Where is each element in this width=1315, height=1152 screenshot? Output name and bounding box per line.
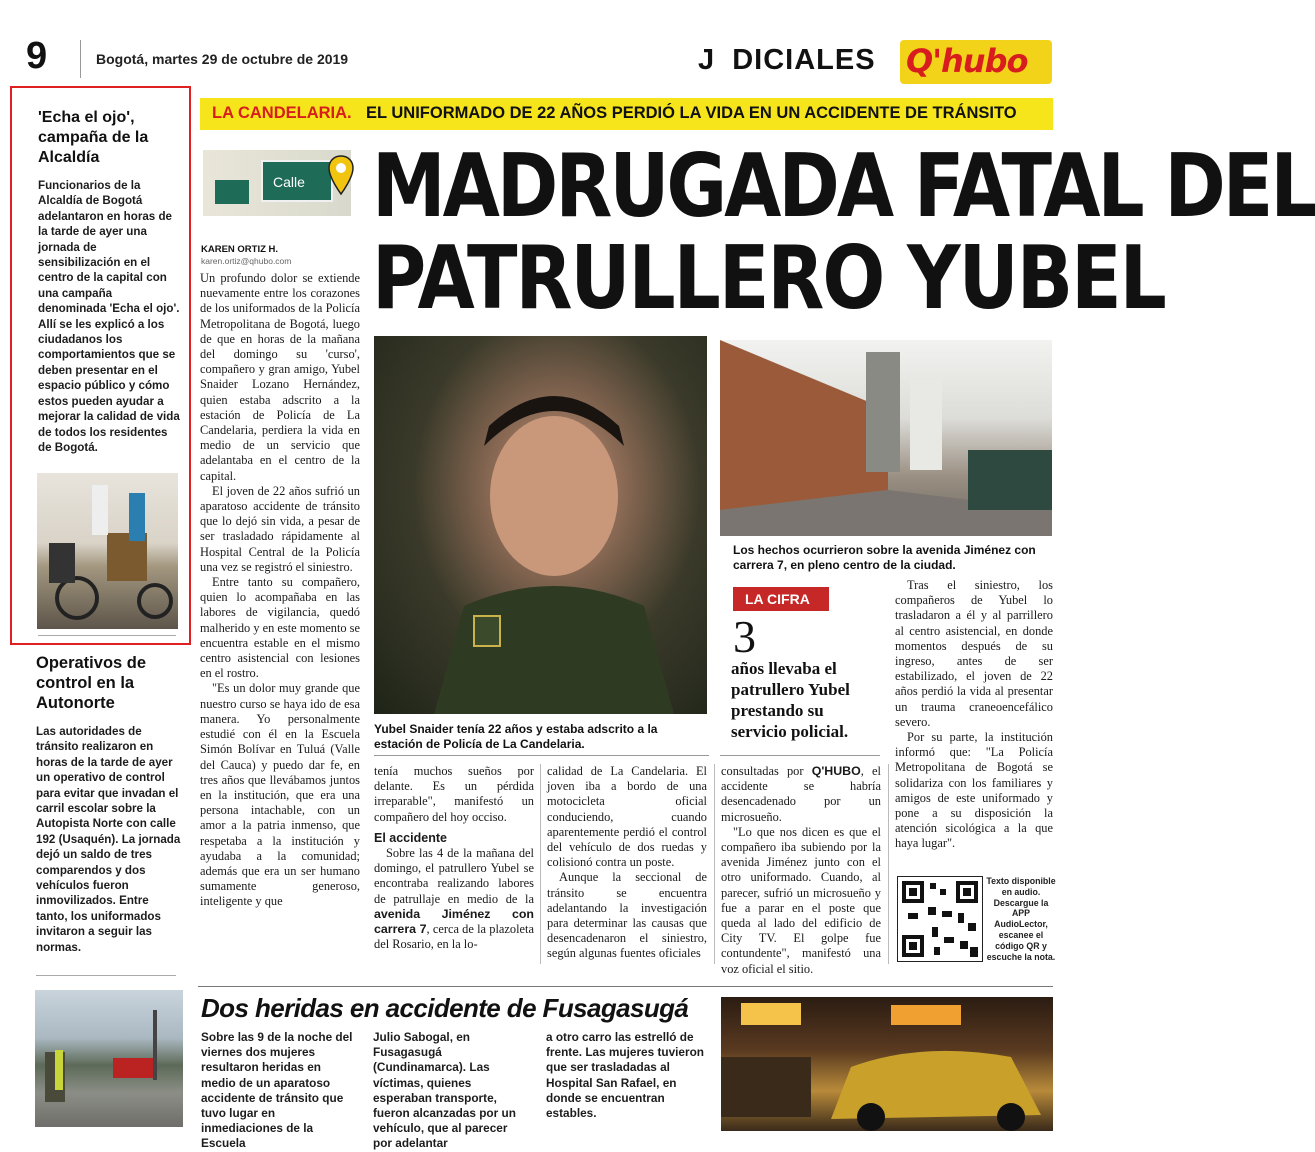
kicker-text: EL UNIFORMADO DE 22 AÑOS PERDIÓ LA VIDA EN UN ACCIDENTE DE TRÁNSITO	[366, 104, 1017, 122]
page-number: 9	[26, 35, 48, 77]
patrolman-photo	[374, 336, 707, 714]
sidebar-rule-2	[36, 975, 176, 976]
col4-brand: Q'HUBO	[811, 764, 861, 778]
kicker-place: LA CANDELARIA.	[212, 104, 352, 122]
cifra-text: años llevaba el patrullero Yubel prestando su servicio policial.	[731, 659, 850, 741]
sidebar-story2-title: Operativos de control en la Autonorte	[36, 654, 147, 712]
headline-line1: MADRUGADA FATAL DEL	[372, 136, 1315, 238]
campaign-photo	[37, 473, 178, 629]
bottom-col3: a otro carro las estrelló de frente. Las mujeres tuvieron que ser trasladadas al Hospital San Rafael, en donde se encuentran estables.	[546, 1030, 704, 1121]
col5-p2: Por su parte, la institución informó que: "La Policía Metropolitana de Bogotá se solidariza con los familiares y amigos de este uniformado y pone a su disposición la atención sicológica a la que haya lugar".	[895, 730, 1053, 851]
qr-code-icon	[898, 877, 982, 961]
article-col2	[374, 764, 534, 952]
location-pin-icon	[327, 154, 355, 198]
col3-p1: calidad de La Candelaria. El joven iba a bordo de una motocicleta oficial conduciendo, cuando aparentemente perdió el control del vehículo de dos ruedas y colisionó contra un poste.	[547, 764, 707, 870]
sidebar-story1-title: 'Echa el ojo', campaña de la Alcaldía	[38, 109, 149, 166]
col5-p1: Tras el siniestro, los compañeros de Yubel lo trasladaron a él y al parrillero al centro asistencial, en donde momentos después de su ingreso, antes de ser estabilizado, el joven de 22 años perdió la vida al presentar un trauma craneoencefálico severo.	[895, 578, 1053, 729]
col2-p1: tenía muchos sueños por delante. Es un pérdida irreparable", manifestó un compañero del hoy occiso.	[374, 764, 534, 824]
photo-caption: Yubel Snaider tenía 22 años y estaba adscrito a la estación de Policía de La Candelaria.	[374, 722, 658, 751]
col4-p1a: consultadas por	[721, 764, 812, 778]
bicycle-cart-illustration	[37, 473, 178, 629]
bottom-col1: Sobre las 9 de la noche del viernes dos mujeres resultaron heridas en medio de un aparatoso accidente de tránsito que tuvo lugar en inmediaciones de la Escuela	[201, 1030, 353, 1151]
article-col4	[721, 764, 881, 977]
brand-logo-text: Q'hubo	[906, 42, 1028, 80]
sidebar-story1-body: Funcionarios de la Alcaldía de Bogotá adelantaron en horas de la tarde de ayer una jornada de sensibilización en el centro de la capital con una campaña denominada 'Echa el ojo'. Allí se les explicó a los ciudadanos los comportamientos que se deben presentar en el espacio público y cómo estos pueden ayudar a mejorar la calidad de vida de todos los residentes de Bogotá.	[38, 179, 180, 454]
article-col1	[200, 271, 360, 910]
page-date: Bogotá, martes 29 de octubre de 2019	[96, 51, 349, 67]
byline-name: KAREN ORTIZ H.	[201, 244, 279, 255]
street-photo-caption: Los hechos ocurrieron sobre la avenida Jiménez con carrera 7, en pleno centro de la ciudad.	[733, 543, 1036, 572]
mid-rule-right	[720, 755, 880, 756]
traffic-scene-illustration	[35, 990, 183, 1127]
col-sep-3	[714, 764, 715, 964]
sidebar-rule	[38, 635, 176, 636]
cifra-label-text: LA CIFRA	[745, 591, 810, 607]
col-sep-4	[888, 764, 889, 964]
cifra-number: 3	[733, 611, 756, 662]
col-sep-2	[540, 764, 541, 964]
street-photo	[720, 340, 1052, 536]
article-p4: "Es un dolor muy grande que nuestro curso se haya ido de esa manera. Yo personalmente estudié con él en la Escuela Simón Bolívar en Tuluá (Valle del Cauca) y puedo dar fe, en tres años que llevábamos juntos en la institución, que era una persona intachable, con un amor a la patria inmenso, que respetaba a la institución y ayudaba a la comunidad; además que era un ser humano sumamente generoso, inteligente y que	[200, 681, 360, 909]
headline-line2: PATRULLERO YUBEL	[372, 228, 1165, 330]
kicker-bar	[200, 98, 1053, 130]
col2-p2b: , cerca de la plazoleta del Rosario, en la lo-	[374, 922, 534, 952]
col4-p1b: , el accidente se habría desencadenado por un microsueño.	[721, 764, 882, 824]
cifra-label	[733, 587, 829, 611]
autonorte-photo	[35, 990, 183, 1127]
qr-code[interactable]	[897, 876, 983, 962]
street-scene-illustration	[720, 340, 1052, 536]
bottom-col2: Julio Sabogal, en Fusagasugá (Cundinamarca). Las víctimas, quienes esperaban transporte, fueron alcanzadas por un vehículo, que al parecer por adelantar	[373, 1030, 516, 1151]
fusagasuga-photo	[721, 997, 1053, 1131]
sidebar-story2-body: Las autoridades de tránsito realizaron en horas de la tarde de ayer un operativo de control para evitar que invadan el carril escolar sobre la Autopista Norte con calle 192 (Usaquén). La jornada dejó un saldo de tres comparendos y dos vehículos fueron inmovilizados. Entre tanto, los uniformados invitaron a seguir las normas.	[36, 725, 181, 954]
street-sign-graphic	[203, 150, 351, 216]
article-col5	[895, 578, 1053, 852]
street-sign-text: Calle	[273, 174, 305, 190]
article-p2: El joven de 22 años sufrió un aparatoso accidente de tránsito que lo dejó sin vida, a pesar de ser trasladado rápidamente al Hospital Central de la Policía una vez se registró el siniestro.	[200, 483, 360, 574]
col4-p2: "Lo que nos dicen es que el compañero iba subiendo por la avenida Jiménez junto con el otro uniformado. Cuando, al parecer, sufrió un microsueño y fue a parar en el poste que queda al lado del edificio de City TV. El golpe fue contundente", manifestó una voz oficial el sitio.	[721, 824, 881, 976]
mid-rule	[374, 755, 709, 756]
article-p3: Entre tanto su compañero, quien lo acompañaba en las labores de vigilancia, quedó malherido y en este momento se encuentra estable en el mismo centro asistencial con lesiones en el rostro.	[200, 575, 361, 681]
col2-p2-bold: avenida Jiménez con carrera 7	[374, 906, 534, 937]
col4-p1	[721, 764, 881, 825]
brand-logo	[900, 40, 1052, 84]
col2-p2	[374, 846, 534, 952]
section-title	[698, 44, 876, 77]
article-intro: Un profundo dolor se extiende nuevamente entre los corazones de los uniformados de la Policía Metropolitana de Bogotá, luego de que en horas de la mañana del domingo su 'curso', compañero y gran amigo, Yubel Snaider Lozano Hernández, quien estaba adscrito a la estación de Policía de La Candelaria, perdiera la vida en medio de un servicio que adelantaba en el centro de la capital.	[200, 271, 360, 483]
col3-p2: Aunque la seccional de tránsito se encuentra adelantando la investigación para determinar las causas que desencadenaron el siniestro, según algunas fuentes oficiales	[547, 870, 707, 961]
car-accident-illustration	[721, 997, 1053, 1131]
header-divider	[80, 40, 81, 78]
byline-email: karen.ortiz@qhubo.com	[201, 256, 292, 266]
col2-p2a: Sobre las 4 de la mañana del domingo, el patrullero Yubel se encontraba realizando labores de patrullaje en medio de la	[374, 846, 534, 906]
section-rest: DICIALES	[732, 44, 876, 76]
street-sign-left	[215, 180, 249, 204]
bottom-headline: Dos heridas en accidente de Fusagasugá	[201, 993, 689, 1023]
article-col3	[547, 764, 707, 962]
qr-caption: Texto disponible en audio. Descargue la APP AudioLector, escanee el código QR y escuche la nota.	[986, 876, 1056, 962]
section-j: J	[698, 44, 716, 76]
street-sign-main	[261, 160, 333, 202]
bottom-rule	[198, 986, 1053, 987]
col2-subhead: El accidente	[374, 830, 447, 845]
patrolman-portrait	[374, 336, 707, 714]
